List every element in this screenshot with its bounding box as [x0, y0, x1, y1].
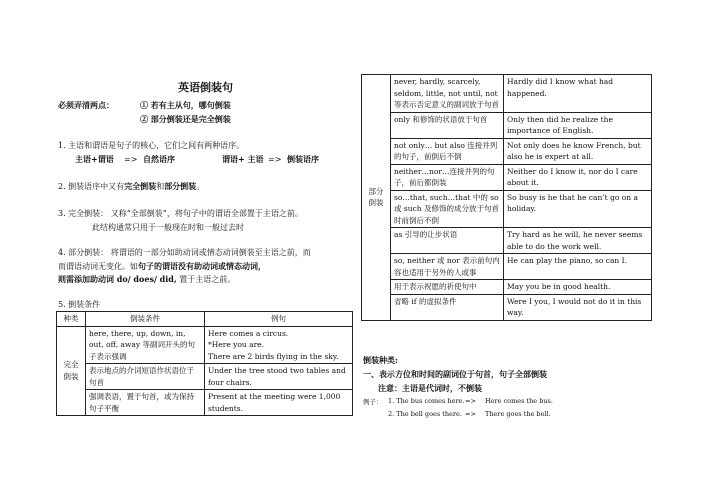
must-know-point-2: ② 部分倒装还是完全倒装	[140, 114, 231, 124]
example-line: There are 2 birds flying in the sky.	[208, 351, 339, 361]
example-2-original: 2. The bell goes there.	[388, 410, 462, 418]
p2-pre: 2. 倒装语序中又有	[58, 182, 125, 191]
example-cell: Under the tree stood two tables and four chairs.	[205, 364, 353, 390]
condition-cell: here, there, up, down, in, out, off, away 等副词开头的句子表示强调	[86, 326, 205, 364]
header-example: 例句	[205, 312, 353, 327]
p2-full-inversion: 完全倒装	[124, 181, 157, 191]
p1-inverted-order: 倒装语序	[287, 154, 319, 164]
p2-partial-inversion: 部分倒装	[164, 181, 197, 191]
example-cell: So busy is he that he can’t go on a holiday.	[504, 190, 652, 228]
example-cell	[205, 326, 353, 364]
example-line: Here comes a circus.	[208, 328, 289, 338]
example-cell: Try hard as he will, he never seems able to do the work well.	[504, 228, 652, 254]
example-cell: Were I you, I would not do it in this way.	[504, 294, 652, 320]
p4-line3	[58, 273, 235, 286]
condition-cell: 表示地点的介词短语作状语位于句首	[86, 364, 205, 390]
p2-mid: 和	[156, 182, 165, 191]
condition-cell: so…that, such…that 中的 so 或 such 及修饰的成分放于句首时前倒后不倒	[391, 190, 504, 228]
p4-line2-bold: 句子的谓语没有助动词或情态动词，	[138, 261, 266, 271]
example-label: 例子：	[363, 398, 383, 406]
condition-cell: only 和修饰的状语放于句首	[391, 112, 504, 138]
inversion-conditions-table-right	[361, 74, 652, 321]
p4-line2	[58, 260, 266, 273]
condition-cell: neither…nor…连接并列的句子，前后都倒装	[391, 164, 504, 190]
p1-line1: 1. 主语和谓语是句子的核心，它们之间有两种语序。	[58, 141, 245, 150]
types-heading: 倒装种类:	[363, 355, 398, 365]
p4-line1: 4. 部分倒装： 将谓语的一部分如助动词或情态动词倒装至主语之前，而	[58, 248, 311, 257]
example-cell: Hardly did I know what had happened.	[504, 75, 652, 113]
example-cell: Neither do I know it, nor do I care about it.	[504, 164, 652, 190]
p1-arrow-2: =>	[268, 155, 282, 164]
example-2-arrow: =>	[465, 410, 476, 418]
p4-line3-post: 置于主语之前。	[176, 275, 236, 284]
p4-line3-bold: 则需添加助动词 do/ does/ did,	[58, 274, 177, 284]
example-cell: Present at the meeting were 1,000 students.	[205, 390, 353, 416]
example-line: *Here you are.	[208, 340, 264, 349]
inversion-conditions-table-left	[56, 311, 353, 416]
example-2-inverted: There goes the bell.	[485, 410, 551, 418]
p1-natural-order: 自然语序	[143, 154, 175, 164]
p3-line2: 此结构通常只用于一般现在时和一般过去时	[92, 223, 244, 232]
condition-cell: so, neither 或 nor 表示前句内容也适用于另外的人或事	[391, 254, 504, 280]
types-note: 注意：主语是代词时，不倒装	[378, 383, 482, 393]
p1-verb-subject: 谓语+ 主语	[222, 154, 264, 164]
p1-subject-verb: 主语+谓语	[75, 154, 114, 164]
category-full-inversion: 完全倒装	[57, 326, 86, 416]
document-title: 英语倒装句	[178, 81, 233, 94]
example-1-original: 1. The bus comes here.	[388, 397, 465, 405]
condition-cell: 强调表语，置于句首，或为保持句子平衡	[86, 390, 205, 416]
example-1-arrow: =>	[465, 397, 476, 405]
condition-cell: 用于表示祝愿的祈使句中	[391, 280, 504, 295]
category-partial-inversion: 部分倒装	[362, 75, 391, 321]
p1-arrow-1: =>	[124, 155, 138, 164]
must-know-label: 必须弄清两点：	[58, 100, 114, 110]
p4-line2-pre: 而谓语动词无变化。如	[58, 262, 138, 271]
example-cell: He can play the piano, so can I.	[504, 254, 652, 280]
p5-heading: 5. 倒装条件	[58, 300, 101, 309]
example-cell: May you be in good health.	[504, 280, 652, 295]
condition-cell: never, hardly, scarcely, seldom, little, not until, not 等表示否定意义的副词放于句首	[391, 75, 504, 113]
condition-cell: as 引导的让步状语	[391, 228, 504, 254]
p2-line	[58, 180, 204, 193]
header-type: 种类	[57, 312, 86, 327]
p3-line1: 3. 完全倒装： 又称“全部倒装”，将句子中的谓语全部置于主语之前。	[58, 209, 303, 218]
condition-cell: not only… but also 连接并列的句子，前倒后不倒	[391, 138, 504, 164]
p2-post: 。	[196, 182, 205, 191]
header-condition: 倒装条件	[86, 312, 205, 327]
condition-cell: 省略 if 的虚拟条件	[391, 294, 504, 320]
example-cell: Not only does he know French, but also he is expert at all.	[504, 138, 652, 164]
example-cell: Only then did he realize the importance of English.	[504, 112, 652, 138]
must-know-point-1: ① 若有主从句，哪句倒装	[140, 100, 231, 110]
example-1-inverted: Here comes the bus.	[485, 397, 553, 405]
types-item-1: 一、表示方位和时间的副词位于句首，句子全部倒装	[363, 369, 547, 379]
